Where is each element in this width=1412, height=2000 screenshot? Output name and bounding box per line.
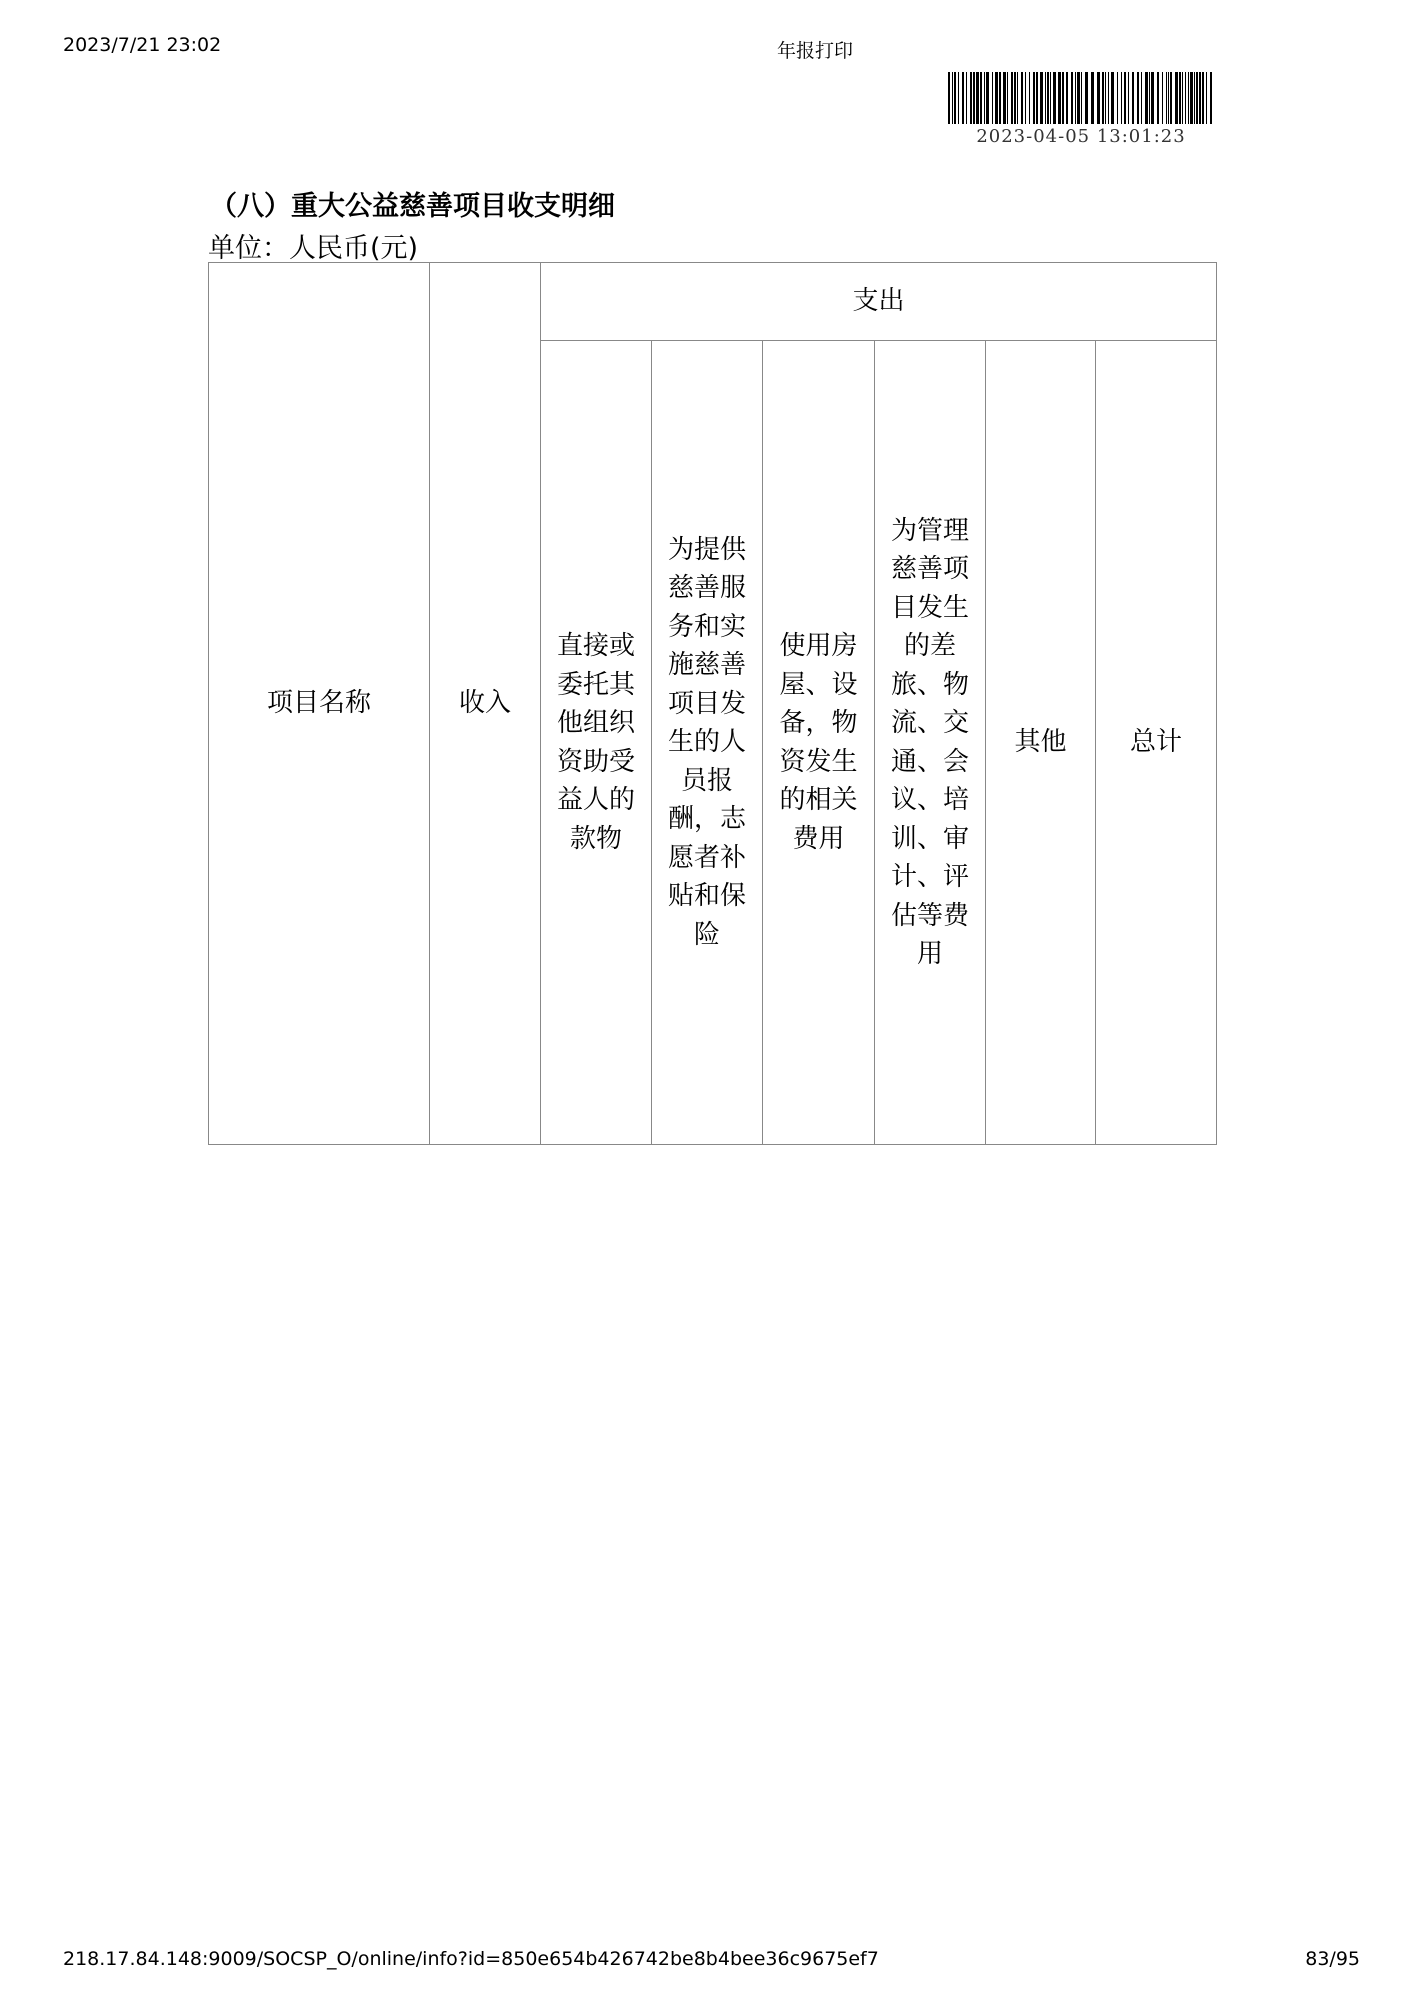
header-project-name: 项目名称 xyxy=(209,263,430,1145)
barcode-stamp xyxy=(948,72,1214,147)
header-total: 总计 xyxy=(1096,341,1217,1145)
barcode-timestamp: 2023-04-05 13:01:23 xyxy=(976,126,1186,147)
charity-project-detail-table xyxy=(208,262,1217,1145)
header-other: 其他 xyxy=(986,341,1096,1145)
header-management: 为管理慈善项目发生的差旅、物流、交通、会议、培训、审计、评估等费用 xyxy=(875,341,986,1145)
header-facilities: 使用房屋、设备，物资发生的相关费用 xyxy=(763,341,875,1145)
page-url: 218.17.84.148:9009/SOCSP_O/online/info?id=850e654b426742be8b4bee36c9675ef7 xyxy=(63,1948,879,1970)
print-title: 年报打印 xyxy=(776,40,853,62)
header-expense-group: 支出 xyxy=(541,263,1217,341)
header-service-personnel: 为提供慈善服务和实施慈善项目发生的人员报酬，志愿者补贴和保险 xyxy=(652,341,763,1145)
header-direct-aid: 直接或委托其他组织资助受益人的款物 xyxy=(541,341,652,1145)
header-income: 收入 xyxy=(430,263,541,1145)
currency-unit: 单位：人民币(元) xyxy=(208,233,419,264)
page-number: 83/95 xyxy=(1305,1948,1360,1970)
barcode-icon xyxy=(948,72,1214,124)
section-title: （八）重大公益慈善项目收支明细 xyxy=(210,191,615,222)
print-datetime: 2023/7/21 23:02 xyxy=(63,34,222,56)
